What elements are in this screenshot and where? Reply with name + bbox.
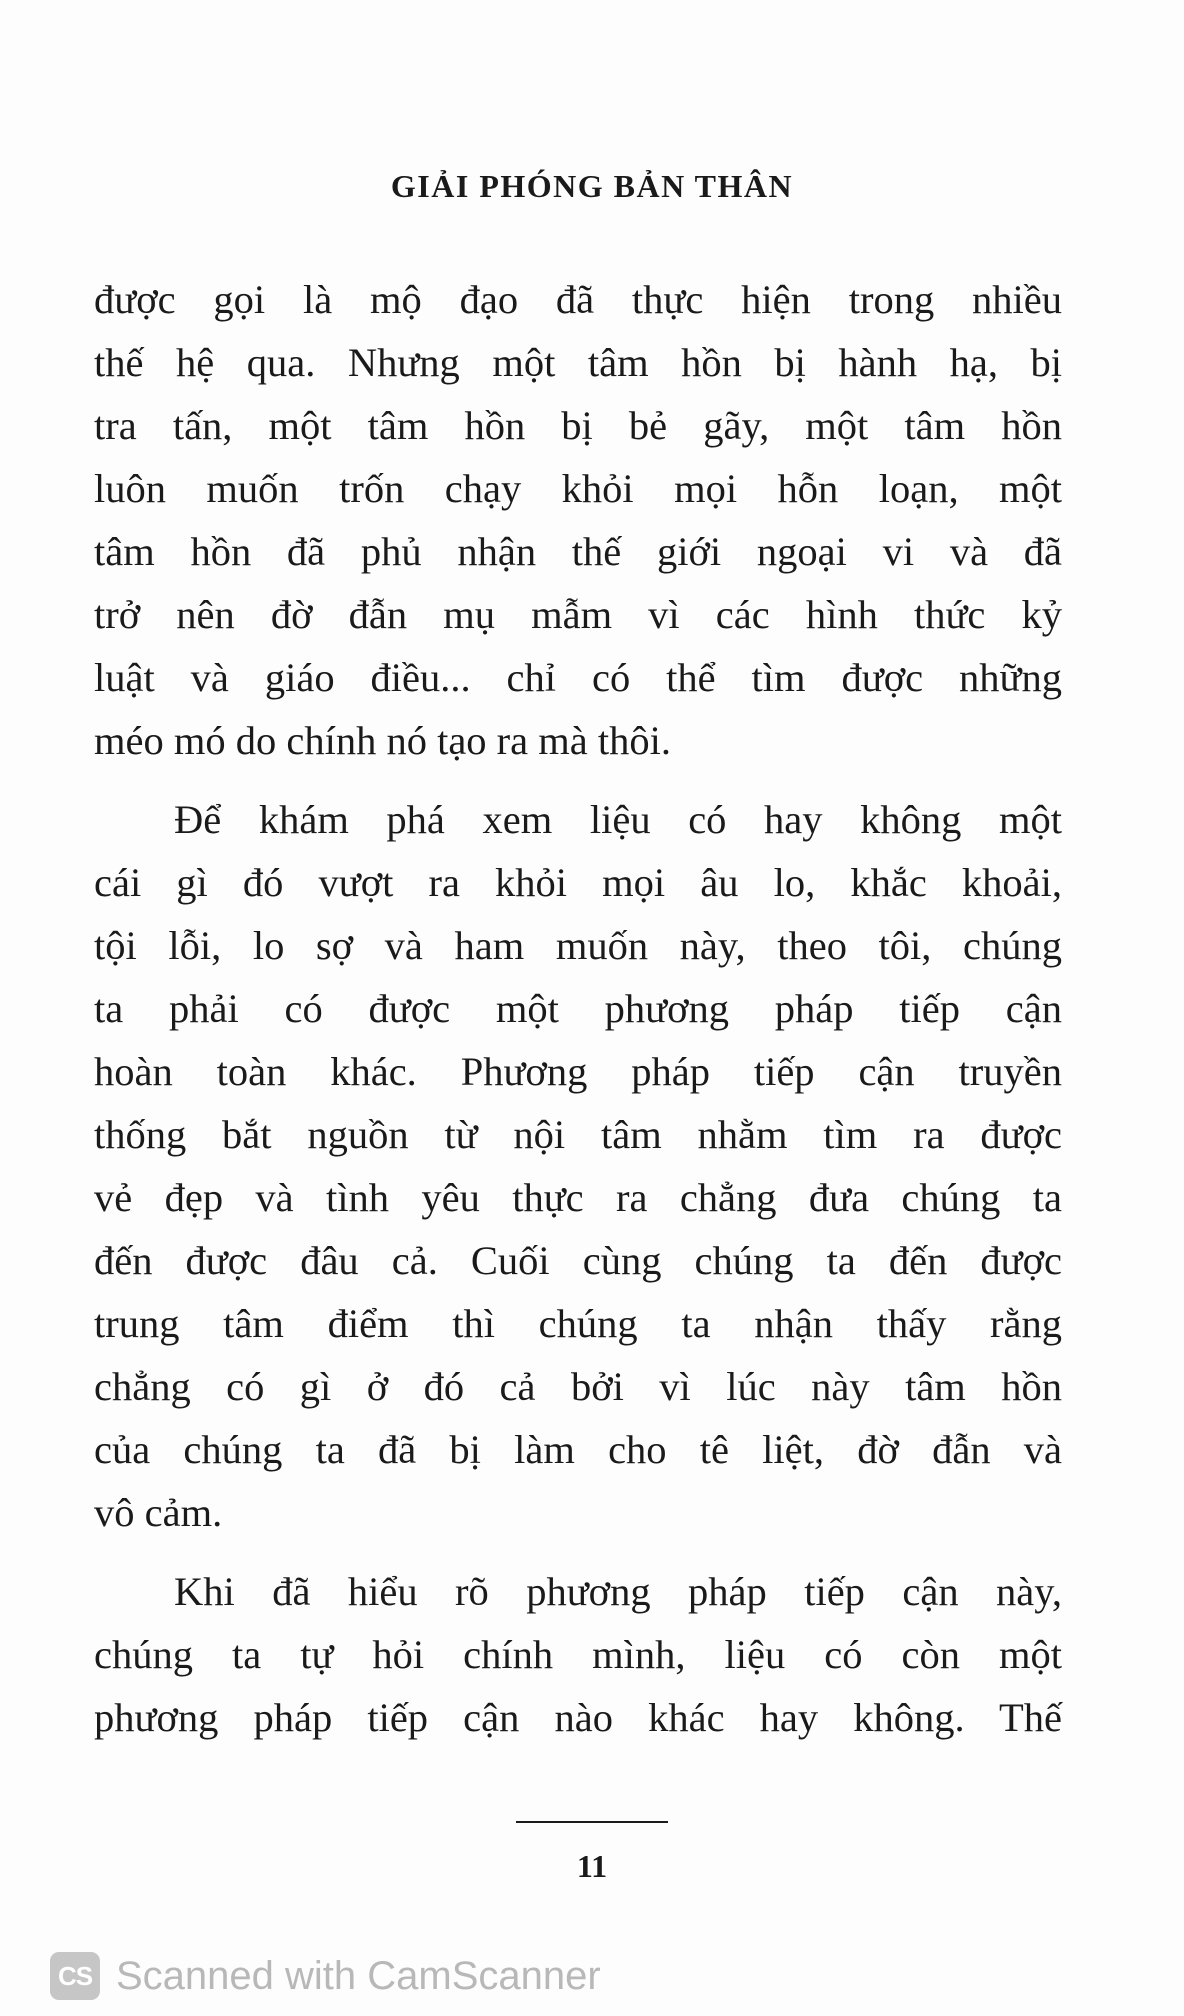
text-line: méo mó do chính nó tạo ra mà thôi. <box>94 718 672 763</box>
text-line: ta phải có được một phương pháp tiếp cận <box>94 986 1062 1031</box>
paragraph-2 <box>94 788 1062 1544</box>
page-number: 11 <box>576 1848 608 1884</box>
footer-rule <box>516 1821 668 1823</box>
text-line: tra tấn, một tâm hồn bị bẻ gãy, một tâm hồn <box>94 403 1062 448</box>
text-line: vô cảm. <box>94 1490 223 1535</box>
text-line: vẻ đẹp và tình yêu thực ra chẳng đưa chúng ta <box>94 1175 1062 1220</box>
running-header: GIẢI PHÓNG BẢN THÂN <box>390 168 794 204</box>
body-text <box>94 268 1062 1749</box>
text-line: tội lỗi, lo sợ và ham muốn này, theo tôi, chúng <box>94 923 1062 968</box>
paragraph-3 <box>94 1560 1062 1749</box>
text-line: trung tâm điểm thì chúng ta nhận thấy rằng <box>94 1301 1062 1346</box>
text-line: luật và giáo điều... chỉ có thể tìm được những <box>94 655 1062 700</box>
paragraph-spacer <box>94 772 1062 788</box>
text-line: phương pháp tiếp cận nào khác hay không. Thế <box>94 1695 1062 1740</box>
watermark-text: Scanned with CamScanner <box>116 1953 601 1998</box>
text-line: tâm hồn đã phủ nhận thế giới ngoại vi và đã <box>94 529 1062 574</box>
paragraph-spacer <box>94 1544 1062 1560</box>
text-line: cái gì đó vượt ra khỏi mọi âu lo, khắc khoải, <box>94 860 1062 905</box>
text-line: Khi đã hiểu rõ phương pháp tiếp cận này, <box>174 1569 1062 1614</box>
text-line: chẳng có gì ở đó cả bởi vì lúc này tâm hồn <box>94 1364 1062 1409</box>
text-line: đến được đâu cả. Cuối cùng chúng ta đến được <box>94 1238 1062 1283</box>
text-line: thế hệ qua. Nhưng một tâm hồn bị hành hạ, bị <box>94 340 1062 385</box>
text-line: trở nên đờ đẫn mụ mẫm vì các hình thức kỷ <box>94 592 1062 637</box>
text-line: luôn muốn trốn chạy khỏi mọi hỗn loạn, một <box>94 466 1062 511</box>
text-line: hoàn toàn khác. Phương pháp tiếp cận truyền <box>94 1049 1062 1094</box>
camscanner-watermark <box>50 1948 601 2004</box>
camscanner-logo-icon: CS <box>50 1952 100 2000</box>
text-line: của chúng ta đã bị làm cho tê liệt, đờ đẫn và <box>94 1427 1062 1472</box>
text-line: Để khám phá xem liệu có hay không một <box>174 797 1062 842</box>
text-line: thống bắt nguồn từ nội tâm nhằm tìm ra được <box>94 1112 1062 1157</box>
text-line: chúng ta tự hỏi chính mình, liệu có còn một <box>94 1632 1062 1677</box>
text-line: được gọi là mộ đạo đã thực hiện trong nhiều <box>94 277 1062 322</box>
paragraph-1 <box>94 268 1062 772</box>
